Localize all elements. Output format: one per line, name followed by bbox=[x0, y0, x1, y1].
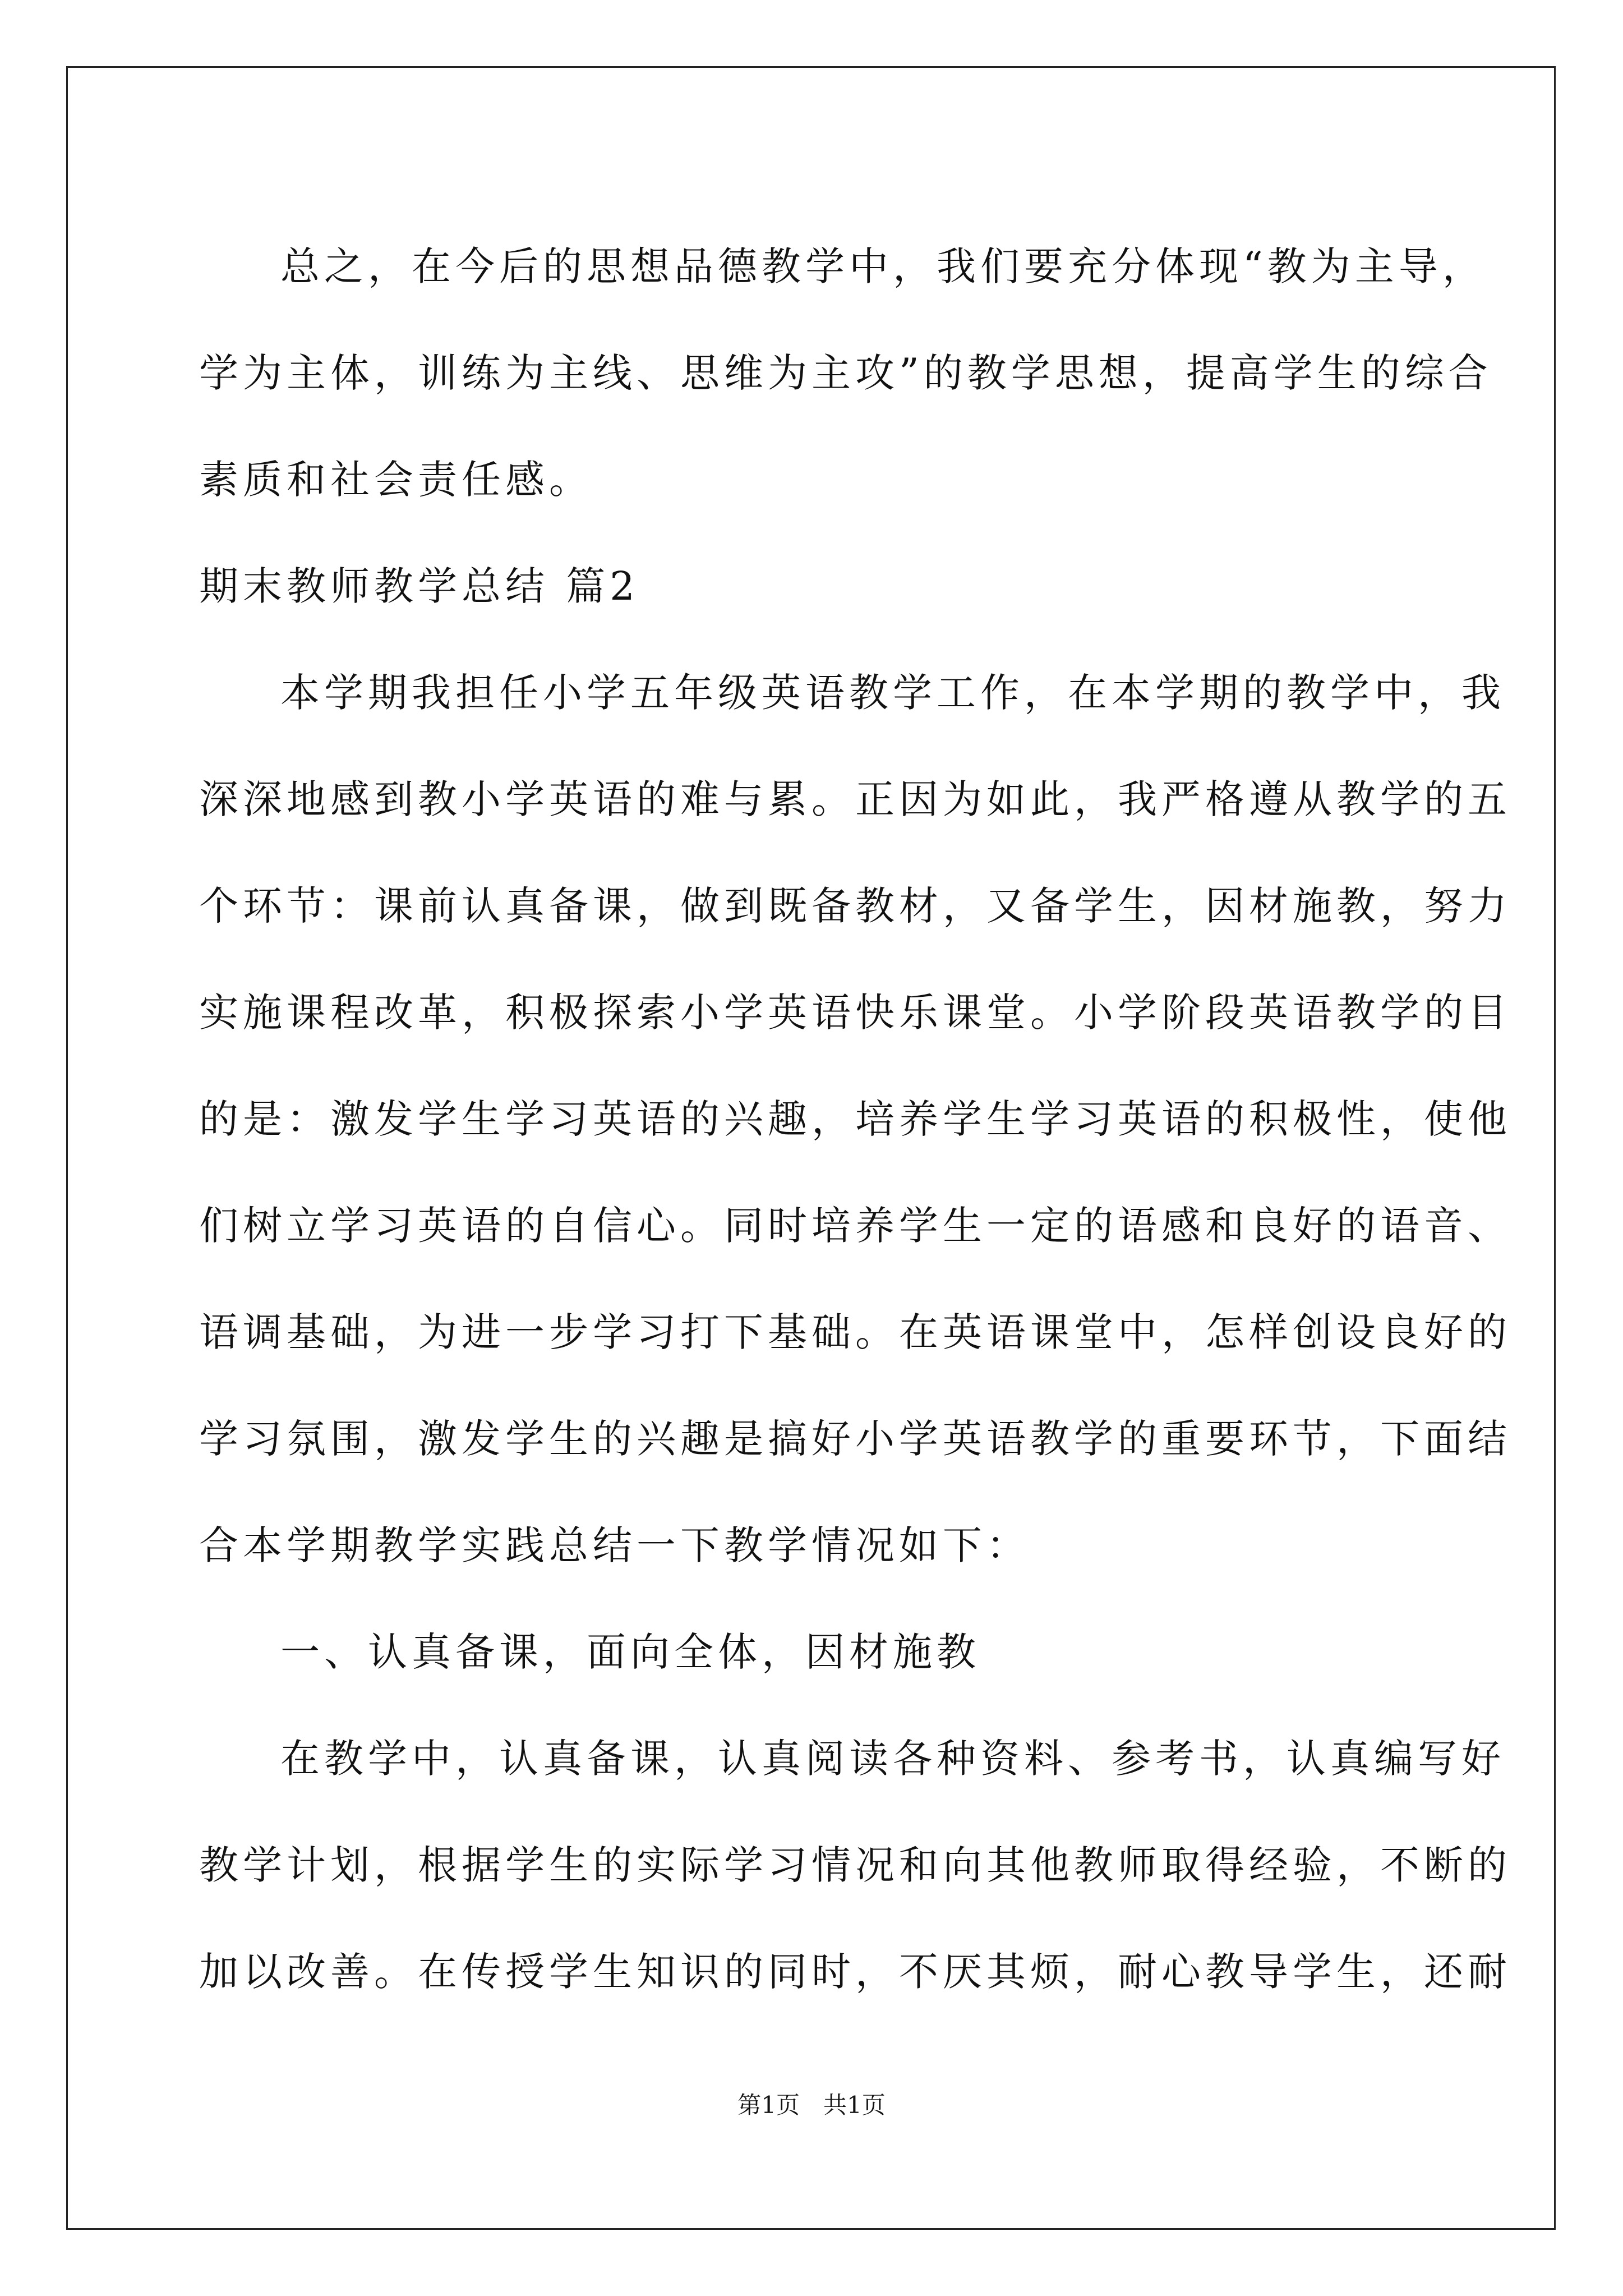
paragraph-line: 们树立学习英语的自信心。同时培养学生一定的语感和良好的语音、 bbox=[199, 1203, 1511, 1249]
paragraph-line: 个环节：课前认真备课，做到既备教材，又备学生，因材施教，努力 bbox=[199, 883, 1511, 929]
paragraph-line: 总之，在今后的思想品德教学中，我们要充分体现“教为主导， bbox=[280, 243, 1486, 289]
paragraph-line: 学为主体，训练为主线、思维为主攻”的教学思想，提高学生的综合 bbox=[199, 350, 1492, 396]
subsection-heading: 一、认真备课，面向全体，因材施教 bbox=[280, 1629, 980, 1675]
paragraph-line: 实施课程改革，积极探索小学英语快乐课堂。小学阶段英语教学的目 bbox=[199, 990, 1511, 1036]
paragraph-line: 加以改善。在传授学生知识的同时，不厌其烦，耐心教导学生，还耐 bbox=[199, 1949, 1511, 1995]
paragraph-line: 学习氛围，激发学生的兴趣是搞好小学英语教学的重要环节，下面结 bbox=[199, 1416, 1511, 1462]
paragraph-line: 合本学期教学实践总结一下教学情况如下： bbox=[199, 1522, 1030, 1568]
paragraph-line: 深深地感到教小学英语的难与累。正因为如此，我严格遵从教学的五 bbox=[199, 776, 1511, 822]
page-footer: 第1页 共1页 bbox=[737, 2091, 886, 2119]
paragraph-line: 的是：激发学生学习英语的兴趣，培养学生学习英语的积极性，使他 bbox=[199, 1096, 1511, 1142]
paragraph-line: 教学计划，根据学生的实际学习情况和向其他教师取得经验，不断的 bbox=[199, 1842, 1511, 1888]
document-body bbox=[199, 213, 1511, 2025]
paragraph-line: 素质和社会责任感。 bbox=[199, 457, 593, 503]
paragraph-line: 语调基础，为进一步学习打下基础。在英语课堂中，怎样创设良好的 bbox=[199, 1309, 1511, 1355]
paragraph-line: 在教学中，认真备课，认真阅读各种资料、参考书，认真编写好 bbox=[280, 1736, 1505, 1782]
paragraph-line: 本学期我担任小学五年级英语教学工作，在本学期的教学中，我 bbox=[280, 670, 1505, 716]
section-heading: 期末教师教学总结 篇2 bbox=[199, 563, 639, 609]
